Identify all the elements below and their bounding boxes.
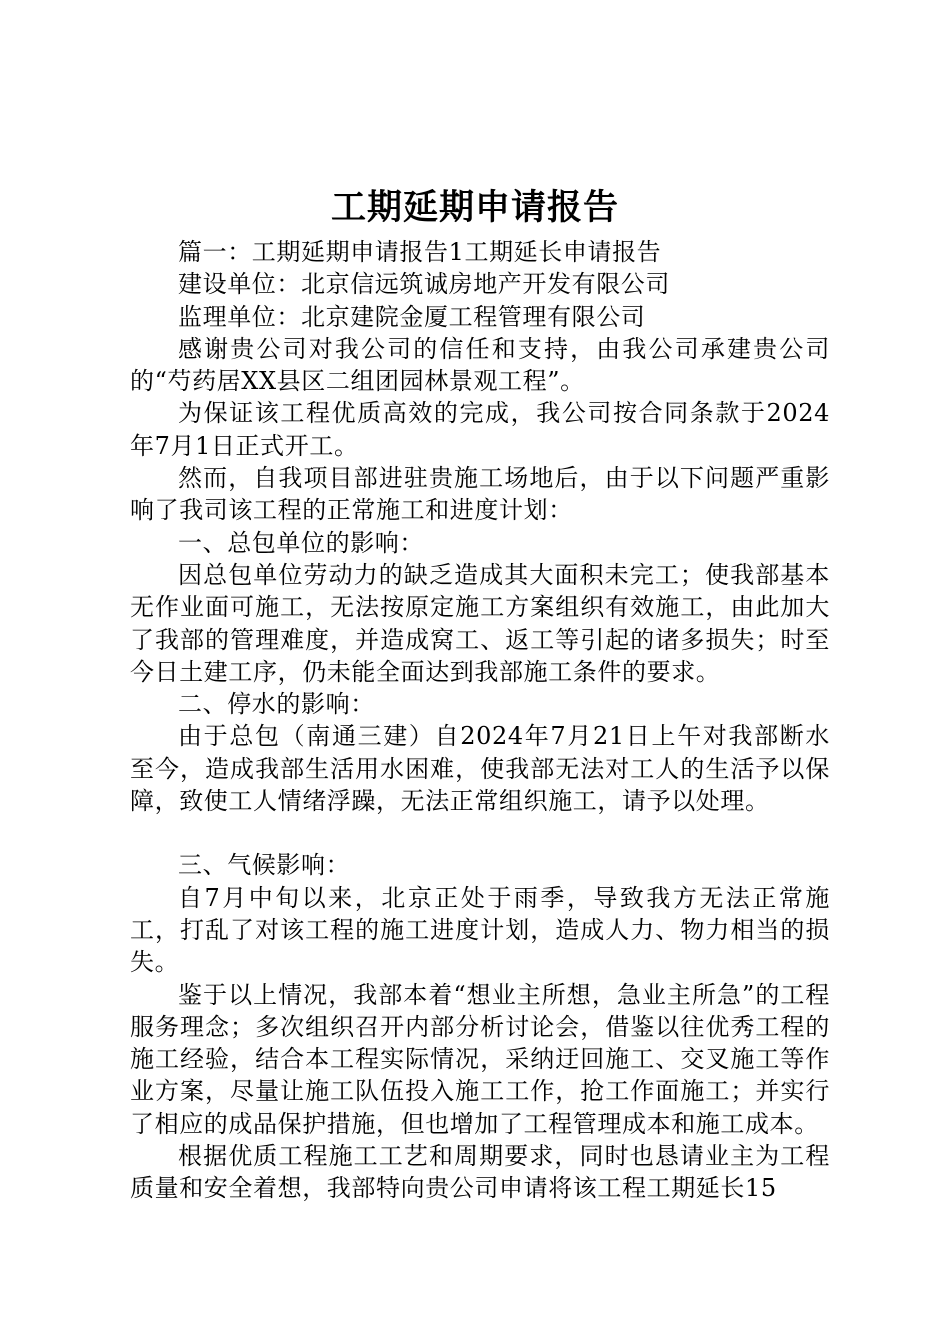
paragraph-problems-intro: 然而，自我项目部进驻贵施工场地后，由于以下问题严重影响了我司该工程的正常施工和进度计划：: [130, 464, 830, 525]
paragraph-climate-impact: 自7月中旬以来，北京正处于雨季，导致我方无法正常施工，打乱了对该工程的施工进度计划，造成人力、物力相当的损失。: [130, 883, 830, 977]
paragraph-thanks: 感谢贵公司对我公司的信任和支持，由我公司承建贵公司的“芍药居XX县区二组团园林景观工程”。: [130, 334, 830, 396]
paragraph-construction-unit: 建设单位：北京信远筑诚房地产开发有限公司: [178, 270, 670, 299]
paragraph-start-date: 为保证该工程优质高效的完成，我公司按合同条款于2024年7月1日正式开工。: [130, 399, 830, 460]
paragraph-article-heading: 篇一：工期延期申请报告1工期延长申请报告: [178, 238, 662, 266]
document-title: 工期延期申请报告: [330, 187, 619, 228]
section-heading-climate: 三、气候影响：: [178, 851, 351, 880]
section-heading-contractor: 一、总包单位的影响：: [178, 528, 424, 557]
paragraph-contractor-impact: 因总包单位劳动力的缺乏造成其大面积未完工；使我部基本无作业面可施工，无法按原定施工方案组织有效施工，由此加大了我部的管理难度，并造成窝工、返工等引起的诸多损失；时至今日土建工序，仍未能全面达到我部施工条件的要求。: [130, 560, 830, 686]
paragraph-extension-request: 根据优质工程施工工艺和周期要求，同时也恳请业主为工程质量和安全着想，我部特向贵公司申请将该工程工期延长15: [130, 1142, 830, 1203]
section-heading-water: 二、停水的影响：: [178, 690, 375, 719]
paragraph-water-impact: 由于总包（南通三建）自2024年7月21日上午对我部断水至今，造成我部生活用水困难，使我部无法对工人的生活予以保障，致使工人情绪浮躁，无法正常组织施工，请予以处理。: [130, 722, 830, 816]
paragraph-measures: 鉴于以上情况，我部本着“想业主所想，急业主所急”的工程服务理念；多次组织召开内部分析讨论会，借鉴以往优秀工程的施工经验，结合本工程实际情况，采纳迂回施工、交叉施工等作业方案，尽量让施工队伍投入施工工作，抢工作面施工；并实行了相应的成品保护措施，但也增加了工程管理成本和施工成本。: [130, 980, 830, 1138]
document-body: [130, 236, 830, 1205]
paragraph-supervision-unit: 监理单位：北京建院金厦工程管理有限公司: [178, 302, 646, 331]
